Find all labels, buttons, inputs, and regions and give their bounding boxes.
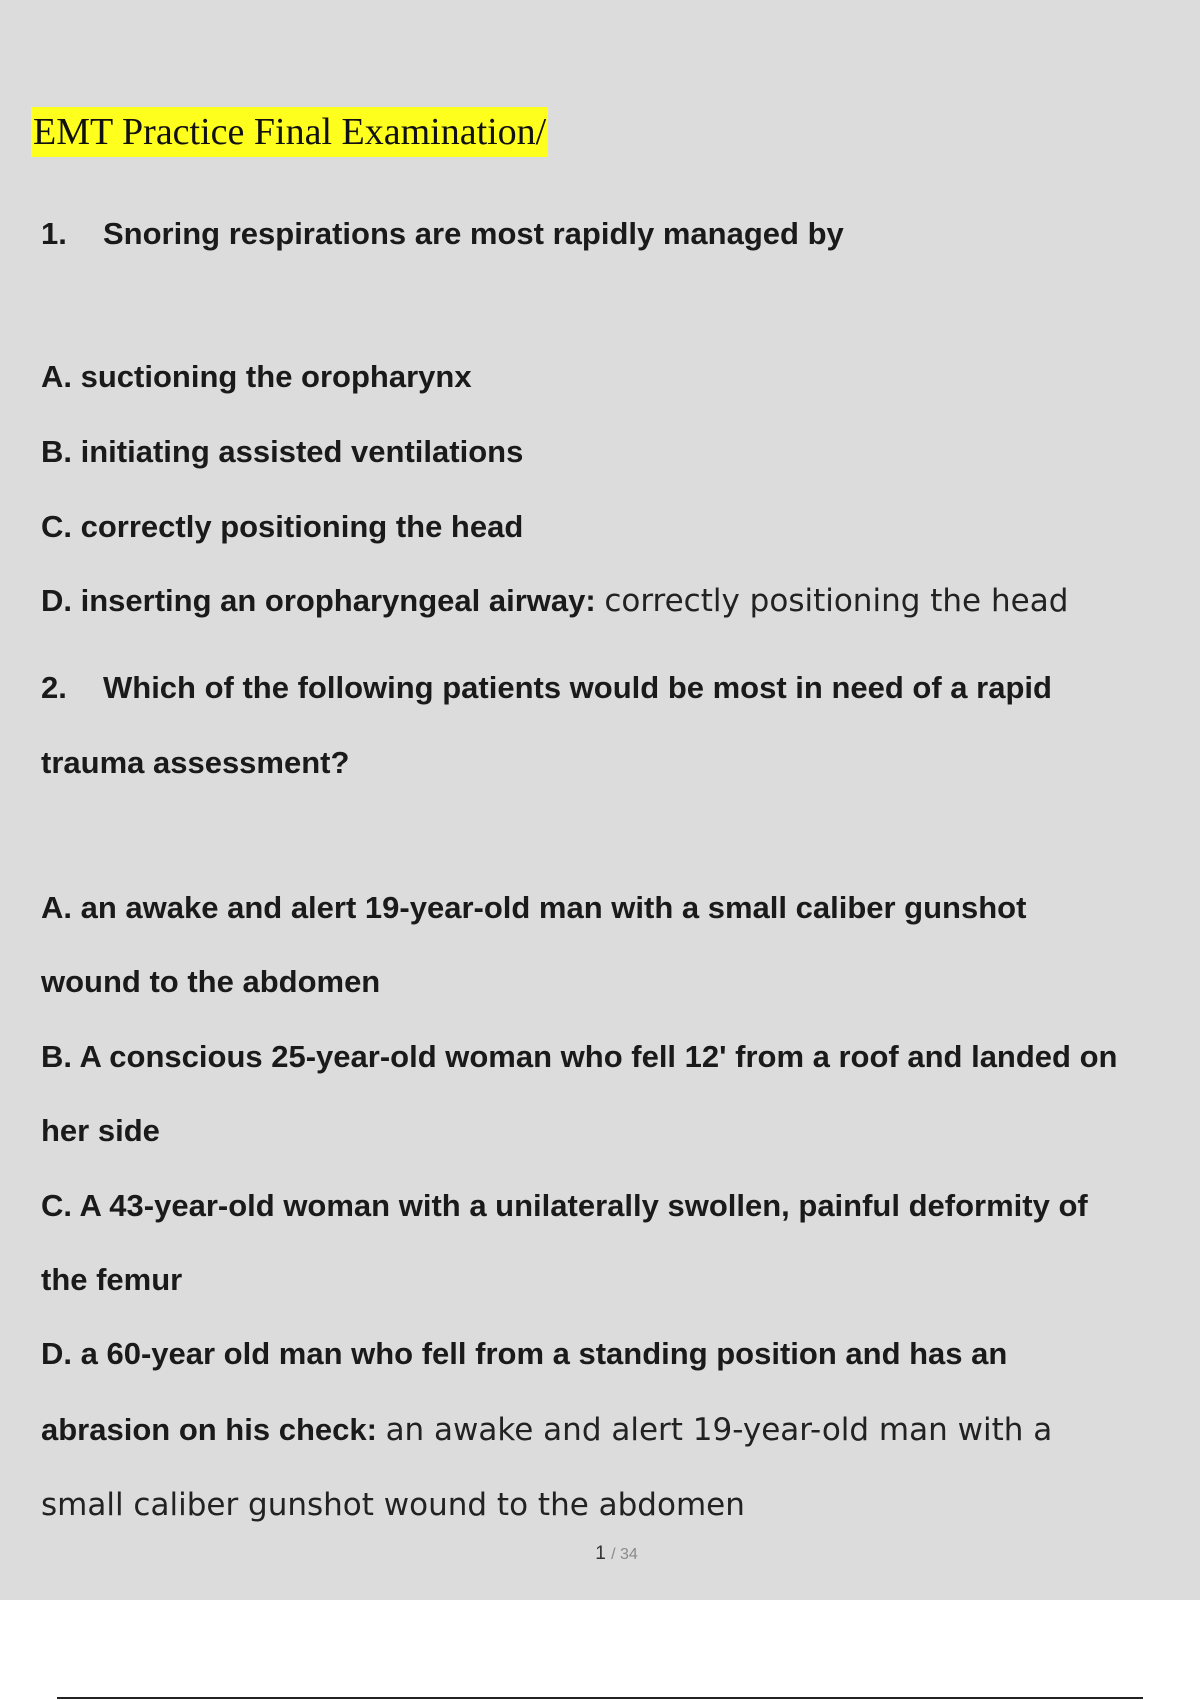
- option-d-with-answer: [41, 1410, 1052, 1450]
- question-text: Which of the following patients would be most in need of a rapid: [103, 670, 1052, 705]
- answer-text: an awake and alert 19-year-old man with a: [385, 1412, 1053, 1448]
- option-a: A. suctioning the oropharynx: [41, 359, 472, 394]
- option-b: B. A conscious 25-year-old woman who fell 12' from a roof and landed on: [41, 1039, 1118, 1074]
- option-d: D. inserting an oropharyngeal airway:: [41, 583, 596, 618]
- document-title: EMT Practice Final Examination/: [31, 107, 548, 157]
- option-b-continued: her side: [41, 1113, 160, 1148]
- page-divider: [57, 1697, 1143, 1699]
- question-2: [41, 668, 1052, 708]
- option-d: D. a 60-year old man who fell from a standing position and has an: [41, 1336, 1008, 1371]
- answer-text: correctly positioning the head: [604, 583, 1069, 619]
- option-c: C. A 43-year-old woman with a unilaterally swollen, painful deformity of: [41, 1188, 1088, 1223]
- page-current: 1: [595, 1543, 606, 1564]
- question-text-continued: trauma assessment?: [41, 745, 350, 780]
- page-number: [0, 1543, 1200, 1565]
- option-a-continued: wound to the abdomen: [41, 964, 381, 999]
- option-a: A. an awake and alert 19-year-old man with a small caliber gunshot: [41, 890, 1027, 925]
- option-b: B. initiating assisted ventilations: [41, 434, 524, 469]
- option-d-continued: abrasion on his check:: [41, 1412, 377, 1447]
- page-total: / 34: [611, 1546, 638, 1563]
- option-c: C. correctly positioning the head: [41, 509, 524, 544]
- question-text: Snoring respirations are most rapidly managed by: [103, 216, 844, 251]
- question-number: 1.: [41, 216, 67, 251]
- option-c-continued: the femur: [41, 1262, 183, 1297]
- option-d-with-answer: [41, 581, 1068, 621]
- question-number: 2.: [41, 670, 67, 705]
- question-1: [41, 214, 844, 254]
- answer-text-continued: small caliber gunshot wound to the abdomen: [41, 1487, 745, 1523]
